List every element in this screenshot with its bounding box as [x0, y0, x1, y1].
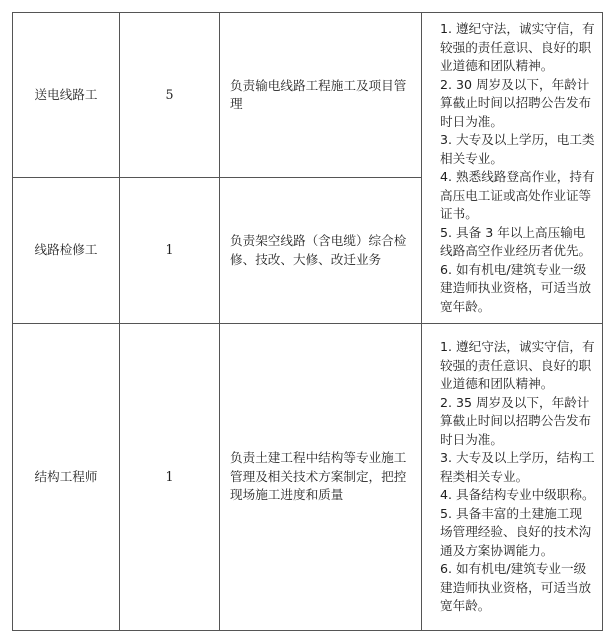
headcount-cell — [120, 13, 219, 177]
requirement-line: 算截止时间以招聘公告发布 — [440, 95, 592, 110]
table-border-bottom — [12, 630, 603, 631]
headcount: 1 — [165, 468, 174, 484]
duty-cell — [220, 13, 421, 177]
requirement-line: 5. 具备丰富的土建施工现 — [440, 505, 582, 521]
requirement-line: 建造师执业资格，可适当放 — [440, 579, 592, 595]
requirement-line: 4. 熟悉线路登高作业，持有 — [440, 169, 595, 184]
requirement-line: 场管理经验、良好的技术沟 — [440, 524, 592, 540]
requirement-line: 宽年龄。 — [440, 598, 491, 614]
requirement-line: 业道德和团队精神。 — [440, 376, 554, 392]
requirement-line: 相关专业。 — [440, 150, 503, 166]
headcount: 5 — [165, 86, 174, 102]
duty-cell — [220, 178, 421, 323]
headcount-cell — [120, 324, 219, 630]
requirement-line: 时日为准。 — [440, 113, 503, 129]
position-name: 结构工程师 — [34, 468, 98, 484]
requirement-line: 程类相关专业。 — [440, 468, 529, 484]
duty-text: 负责架空线路（含电缆）综合检修、技改、大修、改迁业务 — [230, 233, 407, 267]
requirement-line: 6. 如有机电/建筑专业一级 — [440, 261, 587, 277]
duty-cell — [220, 324, 421, 630]
requirements-cell — [422, 13, 602, 323]
requirement-line: 通及方案协调能力。 — [440, 542, 554, 558]
requirement-line: 宽年龄。 — [440, 298, 491, 314]
table-border-right — [602, 12, 603, 631]
requirement-line: 5. 具备 3 年以上高压输电 — [440, 224, 586, 240]
requirements-cell — [422, 324, 602, 630]
requirement-line: 2. 30 周岁及以下，年龄计 — [440, 76, 590, 92]
requirement-line: 较强的责任意识、良好的职 — [440, 357, 592, 373]
requirement-line: 3. 大专及以上学历，电工类 — [440, 132, 595, 147]
requirement-line: 较强的责任意识、良好的职 — [440, 39, 592, 55]
duty-text: 负责输电线路工程施工及项目管理 — [230, 77, 407, 111]
requirement-line: 4. 具备结构专业中级职称。 — [440, 487, 595, 503]
requirement-line: 算截止时间以招聘公告发布 — [440, 413, 592, 429]
position-cell — [13, 178, 119, 323]
requirement-line: 6. 如有机电/建筑专业一级 — [440, 561, 587, 577]
position-cell — [13, 13, 119, 177]
requirement-line: 高压电工证或高处作业证等 — [440, 187, 592, 203]
requirement-line: 时日为准。 — [440, 431, 503, 447]
position-name: 线路检修工 — [34, 242, 98, 258]
requirement-line: 业道德和团队精神。 — [440, 58, 554, 73]
requirement-line: 1. 遵纪守法，诚实守信，有 — [440, 21, 595, 36]
duty-text: 负责土建工程中结构等专业施工管理及相关技术方案制定，把控现场施工进度和质量 — [230, 450, 407, 503]
requirement-line: 建造师执业资格，可适当放 — [440, 280, 592, 295]
requirement-line: 3. 大专及以上学历，结构工 — [440, 450, 595, 466]
requirements-list — [440, 20, 595, 316]
requirement-line: 1. 遵纪守法，诚实守信，有 — [440, 339, 595, 355]
position-name: 送电线路工 — [34, 86, 98, 102]
headcount-cell — [120, 178, 219, 323]
requirements-list — [440, 338, 595, 616]
requirement-line: 证书。 — [440, 206, 478, 221]
requirement-line: 线路高空作业经历者优先。 — [440, 243, 592, 258]
requirement-line: 2. 35 周岁及以下，年龄计 — [440, 394, 590, 410]
headcount: 1 — [165, 242, 174, 258]
position-cell — [13, 324, 119, 630]
